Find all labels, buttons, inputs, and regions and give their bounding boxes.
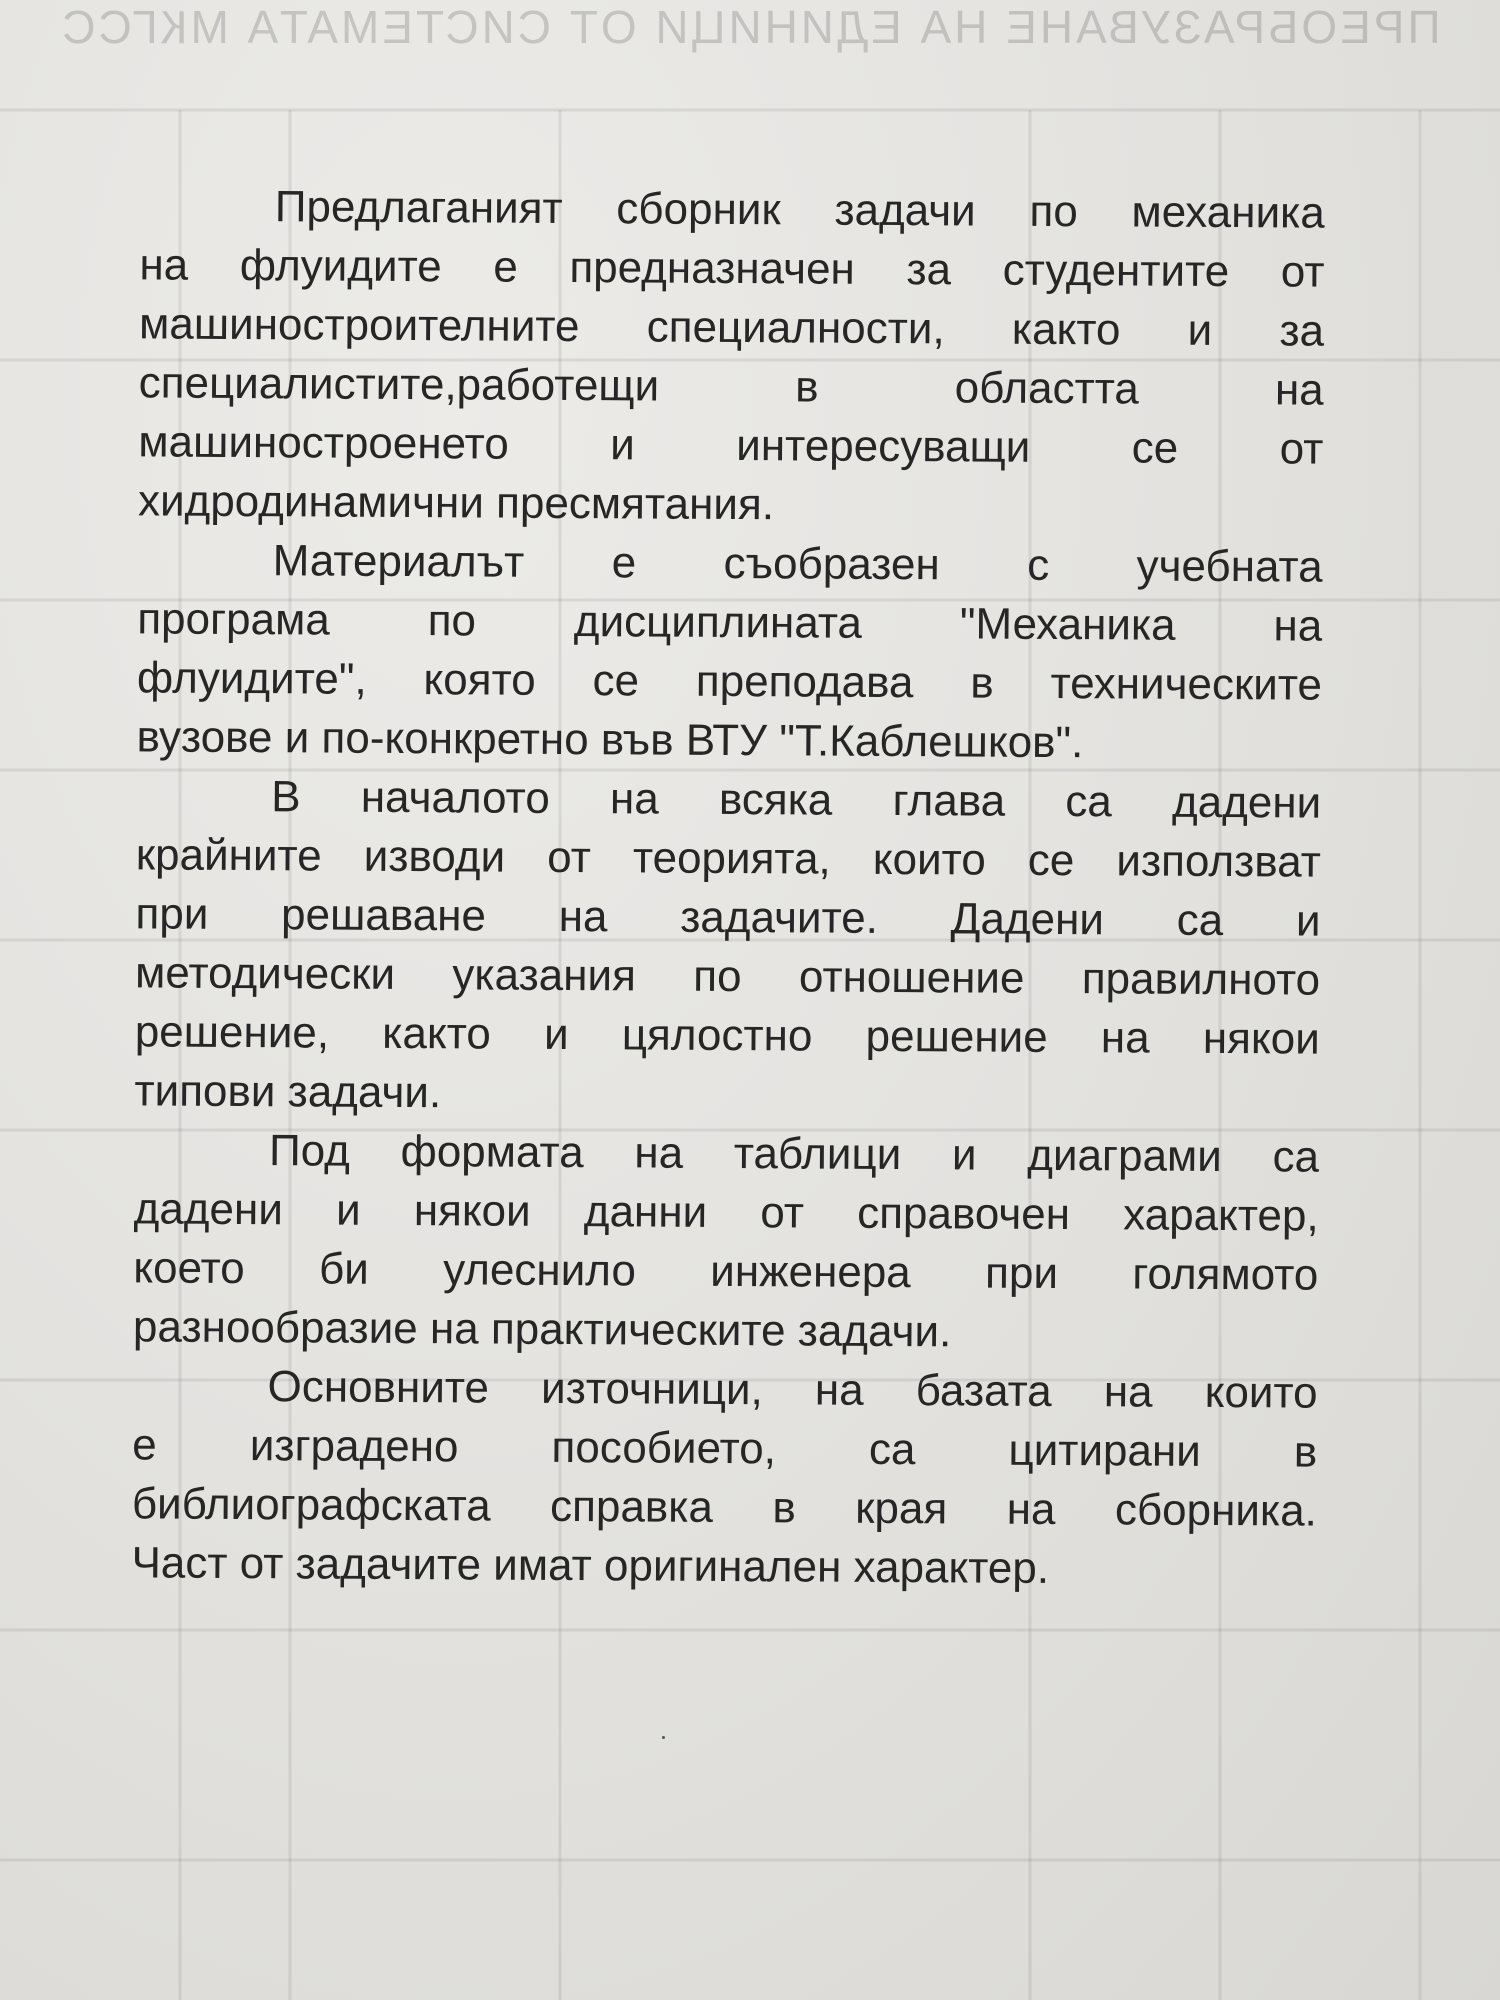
ink-speck — [662, 1736, 665, 1739]
text-line: типови задачи. — [134, 1066, 442, 1118]
text-line: специалистите,работещи в областта на — [138, 358, 1324, 415]
document-page — [131, 176, 1325, 1663]
paragraph-5 — [131, 1356, 1317, 1599]
text-line: дадени и някои данни от справочен характер, — [133, 1184, 1319, 1241]
text-line: вузове и по-конкретно във ВТУ "Т.Каблешков". — [136, 712, 1084, 768]
show-through-heading: ПРЕОБРАЗУВАНЕ НА ЕДИНИЦИ ОТ СИСТЕМАТА МКГСС — [59, 1, 1441, 53]
text-line: на флуидите е предназначен за студентите от — [139, 240, 1325, 297]
text-line: програма по дисциплината "Механика на — [137, 594, 1323, 651]
text-line: машиностроенето и интересуващи се от — [138, 417, 1324, 474]
text-line: при решаване на задачите. Дадени са и — [135, 889, 1321, 946]
text-line: Основните източници, на базата на които — [267, 1362, 1318, 1418]
text-line: библиографската справка в края на сборника. — [131, 1479, 1318, 1536]
text-line: машиностроителните специалности, както и за — [138, 299, 1325, 356]
text-line: Материалът е съобразен с учебната — [272, 536, 1323, 592]
text-line: Част от задачите имат оригинален характер. — [131, 1538, 1050, 1593]
text-line: е изградено пособието, са цитирани в — [132, 1420, 1318, 1477]
text-line: което би улеснило инженера при голямото — [133, 1243, 1319, 1300]
text-line: разнообразие на практическите задачи. — [132, 1302, 952, 1357]
text-line: методически указания по отношение правилното — [134, 948, 1321, 1005]
paragraph-1 — [138, 176, 1325, 537]
text-line: Под формата на таблици и диаграми са — [268, 1126, 1320, 1182]
text-line: решение, както и цялостно решение на някои — [134, 1007, 1320, 1064]
paragraph-3 — [134, 766, 1321, 1127]
text-line: хидродинамични пресмятания. — [137, 476, 775, 530]
text-line: крайните изводи от теорията, които се използват — [135, 830, 1321, 887]
paragraph-2 — [136, 530, 1322, 773]
text-line: флуидите", която се преподава в техническите — [136, 653, 1323, 710]
text-line: Предлаганият сборник задачи по механика — [274, 182, 1325, 238]
text-line: В началото на всяка глава са дадени — [271, 772, 1322, 828]
paragraph-4 — [133, 1120, 1319, 1363]
